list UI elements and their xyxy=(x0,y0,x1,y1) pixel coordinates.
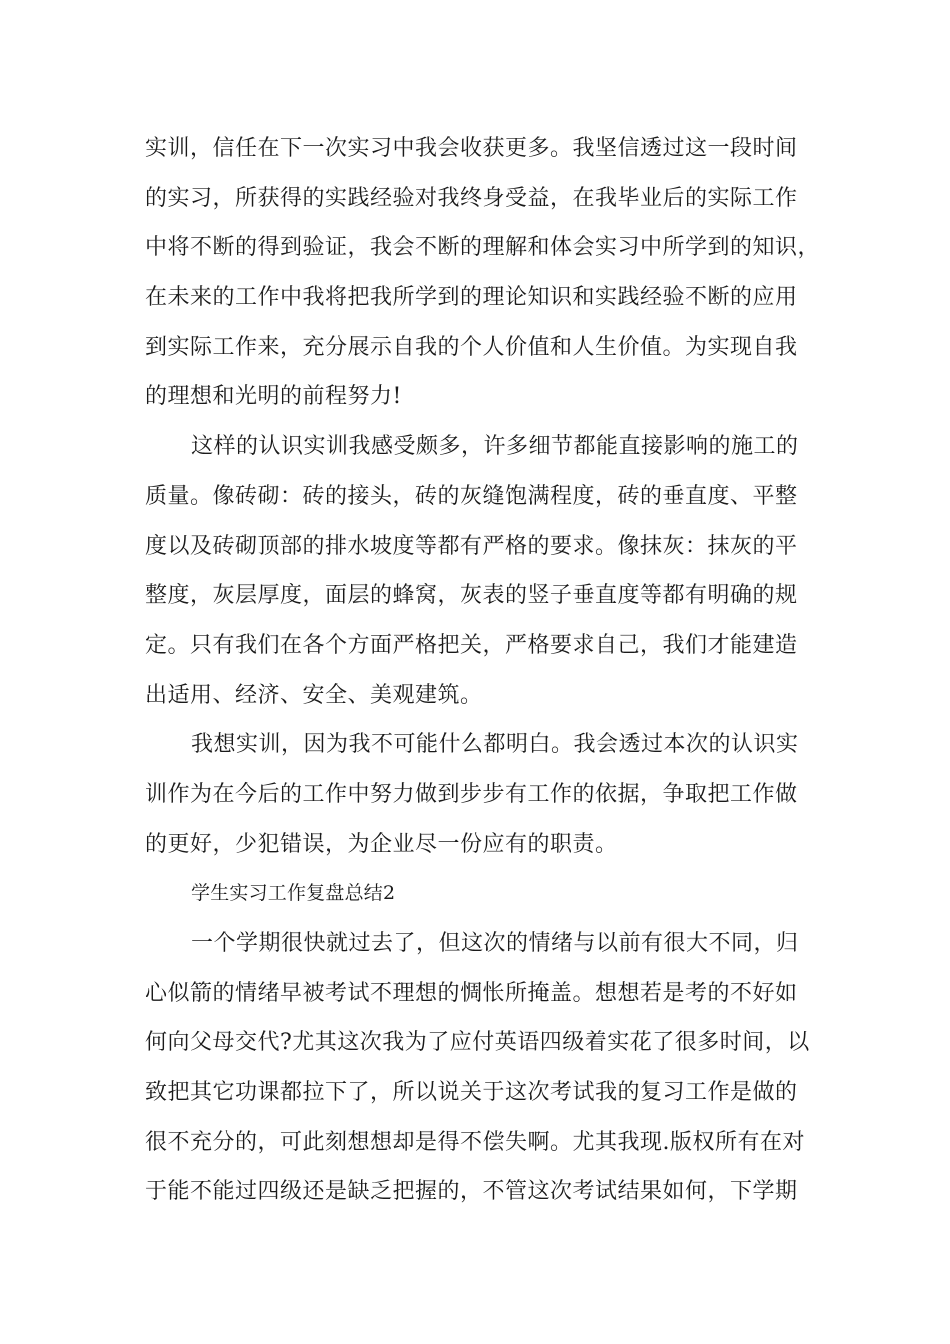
text-line: 的理想和光明的前程努力! xyxy=(145,384,402,410)
text-line: 定。只有我们在各个方面严格把关，严格要求自己，我们才能建造 xyxy=(145,632,798,658)
text-line: 整度，灰层厚度，面层的蜂窝，灰表的竖子垂直度等都有明确的规 xyxy=(145,583,798,609)
text-line: 这样的认识实训我感受颇多，许多细节都能直接影响的施工的 xyxy=(191,434,799,460)
document-body xyxy=(145,124,825,1217)
text-line: 于能不能过四级还是缺乏把握的，不管这次考试结果如何，下学期 xyxy=(145,1179,798,1205)
text-line: 度以及砖砌顶部的排水坡度等都有严格的要求。像抹灰：抹灰的平 xyxy=(145,533,798,559)
text-line: 心似箭的情绪早被考试不理想的惆怅所掩盖。想想若是考的不好如 xyxy=(145,980,798,1006)
text-line: 一个学期很快就过去了，但这次的情绪与以前有很大不同，归 xyxy=(191,931,799,956)
text-line: 的更好，少犯错误，为企业尽一份应有的职责。 xyxy=(145,831,618,857)
text-line: 质量。像砖砌：砖的接头，砖的灰缝饱满程度，砖的垂直度、平整 xyxy=(145,483,798,509)
text-line: 到实际工作来，充分展示自我的个人价值和人生价值。为实现自我 xyxy=(145,334,798,360)
text-line: 我想实训，因为我不可能什么都明白。我会透过本次的认识实 xyxy=(191,732,799,758)
text-line: 训作为在今后的工作中努力做到步步有工作的依据，争取把工作做 xyxy=(145,781,798,807)
text-line: 中将不断的得到验证，我会不断的理解和体会实习中所学到的知识， xyxy=(145,235,821,261)
text-line: 实训，信任在下一次实习中我会收获更多。我坚信透过这一段时间 xyxy=(145,136,798,161)
text-line: 的实习，所获得的实践经验对我终身受益，在我毕业后的实际工作 xyxy=(145,185,798,211)
section-heading: 学生实习工作复盘总结2 xyxy=(191,882,396,905)
text-line: 致把其它功课都拉下了，所以说关于这次考试我的复习工作是做的 xyxy=(145,1080,798,1106)
text-line: 何向父母交代?尤其这次我为了应付英语四级着实花了很多时间，以 xyxy=(145,1030,810,1056)
text-line: 出适用、经济、安全、美观建筑。 xyxy=(145,682,483,708)
text-line: 在未来的工作中我将把我所学到的理论知识和实践经验不断的应用 xyxy=(145,285,798,311)
text-line: 很不充分的，可此刻想想却是得不偿失啊。尤其我现.版权所有在对 xyxy=(145,1129,805,1155)
